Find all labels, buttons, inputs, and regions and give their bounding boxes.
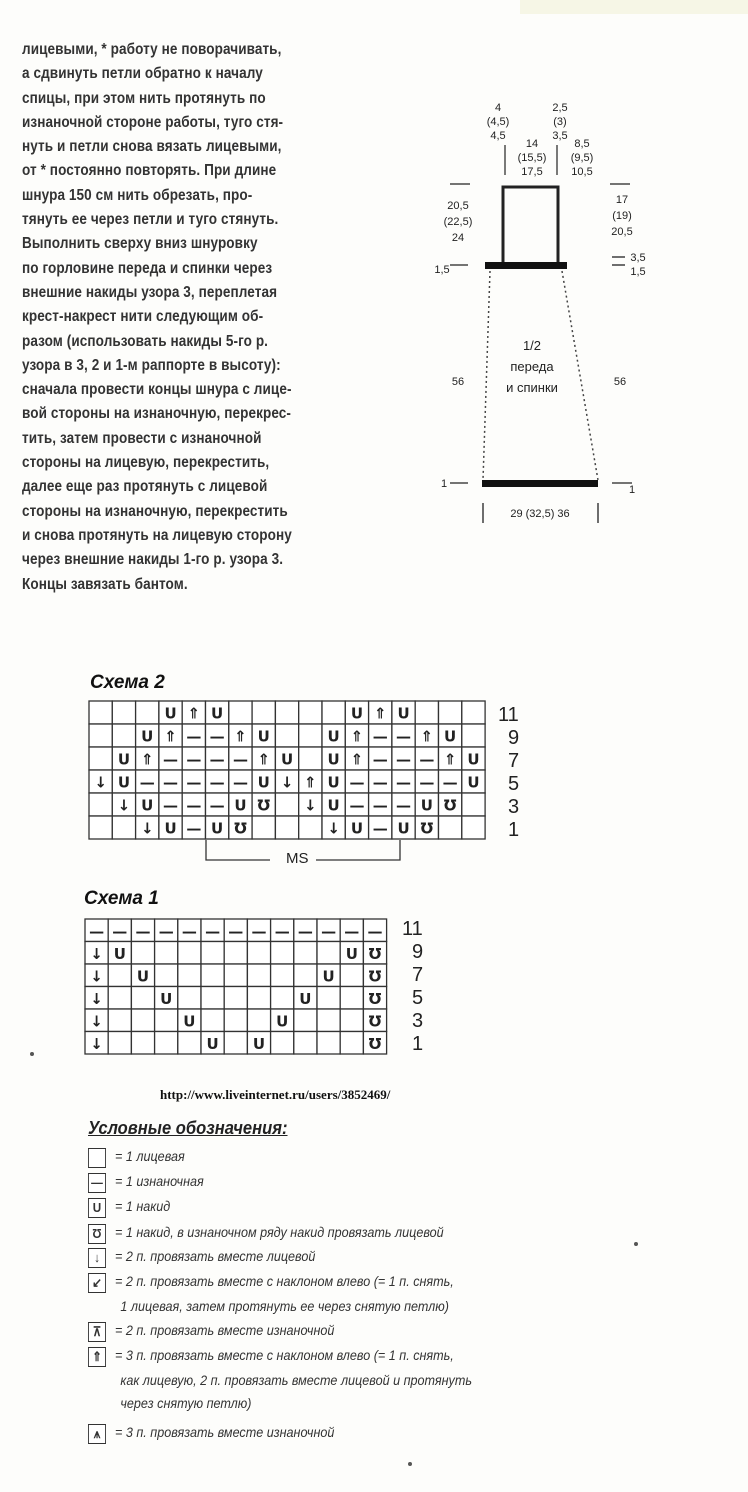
body-height-left: 56 <box>451 376 465 388</box>
chart-symbol: — <box>396 796 412 815</box>
chart-symbol: — <box>274 922 290 941</box>
chart-symbol: U <box>164 819 177 838</box>
chart-symbol: — <box>209 796 225 815</box>
legend-item <box>88 1148 592 1168</box>
chart-symbol: Ʊ <box>368 989 382 1008</box>
instruction-line: сначала провести концы шнура с лице- <box>22 381 292 399</box>
chart-symbol: U <box>397 704 410 723</box>
scheme2-row-9: 9 <box>508 727 520 749</box>
chart-symbol: ⇑ <box>443 750 457 769</box>
chart-cell <box>340 964 363 987</box>
legend-item <box>88 1395 592 1415</box>
chart-cell <box>275 724 298 747</box>
chart-cell <box>131 1009 154 1032</box>
chart-symbol: U <box>276 1012 289 1031</box>
legend-item <box>88 1298 592 1318</box>
chart-symbol: — <box>186 773 202 792</box>
chart-cell <box>299 724 322 747</box>
chart-symbol: ↓ <box>117 796 131 815</box>
body-label-1: 1/2 <box>522 338 542 353</box>
top-left-width-3: 4,5 <box>490 130 506 142</box>
chart-cell <box>131 942 154 965</box>
chart-symbol: U <box>397 819 410 838</box>
chart-symbol: Ʊ <box>443 796 457 815</box>
chart-symbol: U <box>211 819 224 838</box>
left-small: 1,5 <box>434 264 450 276</box>
bottom-width: 29 (32,5) 36 <box>510 508 570 520</box>
yarn-over-knit-icon: Ʊ <box>88 1224 106 1244</box>
chart-symbol: U <box>327 727 340 746</box>
chart-cell <box>275 701 298 724</box>
chart-cell <box>462 793 485 816</box>
chart-symbol: — <box>419 773 435 792</box>
chart-symbol: ⇑ <box>304 773 317 792</box>
chart-symbol: — <box>372 819 388 838</box>
legend-text: = 2 п. провязать вместе изнаночной <box>115 1322 335 1338</box>
chart-symbol: U <box>211 704 224 723</box>
chart-symbol: U <box>117 773 131 792</box>
chart-symbol: — <box>139 773 155 792</box>
chart-cell <box>275 793 298 816</box>
chart-cell <box>224 942 247 965</box>
scheme2-row-5: 5 <box>508 773 520 795</box>
legend-text: = 1 накид, в изнаночном ряду накид провязать лицевой <box>115 1224 444 1240</box>
top-left-width-2: (4,5) <box>486 116 510 128</box>
left-height-3: 24 <box>451 232 465 244</box>
chart-symbol: — <box>163 796 179 815</box>
chart-symbol: U <box>467 773 480 792</box>
scheme1-title: Схема 1 <box>84 888 159 909</box>
chart-symbol: — <box>251 922 267 941</box>
chart-symbol: U <box>164 704 177 723</box>
chart-symbol: Ʊ <box>257 796 271 815</box>
chart-symbol: — <box>396 750 412 769</box>
instruction-line: стороны на лицевую, перекрестить, <box>22 454 270 472</box>
chart-symbol: — <box>163 750 179 769</box>
chart-cell <box>108 1032 131 1055</box>
instruction-line: изнаночной стороне работы, туго стя- <box>22 113 284 131</box>
chart-symbol: U <box>327 750 340 769</box>
chart-symbol: U <box>252 1034 266 1053</box>
legend-item <box>88 1173 592 1193</box>
chart-symbol: — <box>163 773 179 792</box>
scheme1-row-3: 3 <box>412 1010 424 1032</box>
scheme1-chart <box>84 918 394 1058</box>
instruction-line: тить, затем провести с изнаночной <box>22 429 262 447</box>
chart-symbol: ↓ <box>90 1034 103 1053</box>
chart-cell <box>271 1032 294 1055</box>
chart-symbol: — <box>349 796 365 815</box>
chart-cell <box>155 1032 178 1055</box>
chart-cell <box>247 964 270 987</box>
chart-cell <box>201 987 224 1010</box>
legend-text: = 3 п. провязать вместе с наклоном влево (= 1 п. снять, <box>115 1347 454 1363</box>
chart-cell <box>252 816 275 839</box>
chart-symbol: ⇑ <box>187 704 201 723</box>
chart-symbol: — <box>209 750 225 769</box>
chart-cell <box>155 964 178 987</box>
legend <box>88 1118 648 1441</box>
chart-cell <box>271 987 294 1010</box>
speck <box>408 1462 412 1466</box>
chart-symbol: — <box>372 727 388 746</box>
instruction-line: узора в 3, 2 и 1-м раппорте в высоту): <box>22 356 281 374</box>
chart-cell <box>178 942 201 965</box>
instruction-line: лицевыми, * работу не поворачивать, <box>22 41 282 58</box>
chart-cell <box>89 747 112 770</box>
chart-cell <box>112 724 135 747</box>
scheme2-row-3: 3 <box>508 796 520 818</box>
speck <box>634 1242 638 1246</box>
legend-item <box>88 1198 592 1218</box>
chart-symbol: U <box>113 944 126 963</box>
instruction-line: вой стороны на изнаночную, перекрес- <box>22 405 291 423</box>
chart-symbol: U <box>420 796 433 815</box>
instruction-line: Выполнить сверху вниз шнуровку <box>22 235 258 253</box>
scheme1-row-11: 11 <box>402 918 423 940</box>
chart-cell <box>340 1009 363 1032</box>
chart-symbol: U <box>141 727 154 746</box>
chart-cell <box>415 701 438 724</box>
chart-symbol: U <box>467 750 480 769</box>
chart-cell <box>340 987 363 1010</box>
chart-symbol: — <box>205 922 221 941</box>
legend-item <box>88 1372 592 1392</box>
chart-cell <box>89 793 112 816</box>
chart-cell <box>247 987 270 1010</box>
chart-symbol: ⇑ <box>350 750 364 769</box>
scheme1-row-7: 7 <box>412 964 424 986</box>
chart-cell <box>201 942 224 965</box>
chart-cell <box>252 701 275 724</box>
body-left-edge <box>483 271 490 480</box>
right-height-1: 17 <box>615 194 629 206</box>
chart-cell <box>224 1032 247 1055</box>
bottom-right: 1 <box>628 484 636 496</box>
ssk-arrow-icon: ↙ <box>88 1273 106 1293</box>
chart-symbol: U <box>350 819 364 838</box>
chart-cell <box>131 1032 154 1055</box>
right-height-3: 20,5 <box>611 226 633 238</box>
legend-text: = 1 накид <box>115 1198 171 1214</box>
scheme2-row-11: 11 <box>498 704 519 726</box>
legend-text: как лицевую, 2 п. провязать вместе лицевой и протянуть <box>120 1372 472 1388</box>
scheme1-row-1: 1 <box>412 1033 424 1055</box>
chart-symbol: U <box>280 750 294 769</box>
left-height-2: (22,5) <box>443 216 473 228</box>
source-url[interactable]: http://www.liveinternet.ru/users/3852469/ <box>160 1087 391 1102</box>
chart-cell <box>155 942 178 965</box>
chart-symbol: — <box>232 773 248 792</box>
scheme2-title: Схема 2 <box>90 672 165 693</box>
body-right-edge <box>562 271 598 480</box>
chart-cell <box>275 816 298 839</box>
chart-symbol: ⇑ <box>140 750 154 769</box>
p3tog-icon: ⩚ <box>88 1424 106 1444</box>
chart-cell <box>294 1032 317 1055</box>
chart-cell <box>299 701 322 724</box>
garment-schematic <box>420 95 650 545</box>
chart-symbol: — <box>209 773 225 792</box>
chart-symbol: ⇑ <box>234 727 247 746</box>
chart-cell <box>112 816 135 839</box>
chart-symbol: — <box>186 796 202 815</box>
chart-symbol: — <box>158 922 174 941</box>
instruction-line: стороны на изнаночную, перекрестить <box>22 502 288 520</box>
legend-item <box>88 1273 592 1293</box>
chart-cell <box>439 816 462 839</box>
chart-symbol: ↓ <box>90 967 103 986</box>
left-height-1: 20,5 <box>447 200 469 212</box>
legend-text: = 2 п. провязать вместе лицевой <box>115 1248 316 1264</box>
chart-symbol: U <box>234 796 247 815</box>
chart-symbol: U <box>183 1012 196 1031</box>
chart-symbol: — <box>112 922 128 941</box>
chart-symbol: Ʊ <box>368 1034 382 1053</box>
chart-cell <box>224 987 247 1010</box>
chart-cell <box>247 942 270 965</box>
bottom-left: 1 <box>440 478 448 490</box>
chart-symbol: — <box>419 750 435 769</box>
chart-symbol: — <box>232 750 248 769</box>
top-right-width-1: 2,5 <box>552 102 568 114</box>
instructions-text <box>22 38 321 597</box>
chart-cell <box>299 747 322 770</box>
yarn-over-u-icon: U <box>88 1198 106 1218</box>
instruction-line: внешние накиды узора 3, переплетая <box>22 283 278 301</box>
chart-cell <box>131 987 154 1010</box>
chart-symbol: ⇑ <box>373 704 387 723</box>
chart-cell <box>340 1032 363 1055</box>
chart-symbol: — <box>186 727 202 746</box>
legend-item <box>88 1347 592 1367</box>
neck-width-1: 14 <box>525 138 539 150</box>
side-right-1: 8,5 <box>574 138 590 150</box>
chart-cell <box>224 964 247 987</box>
chart-symbol: U <box>322 967 335 986</box>
chart-symbol: — <box>442 773 458 792</box>
legend-item <box>88 1322 592 1342</box>
chart-cell <box>108 1009 131 1032</box>
instruction-line: а сдвинуть петли обратно к началу <box>22 65 263 83</box>
chart-symbol: — <box>181 922 197 941</box>
top-tint <box>520 0 748 14</box>
top-right-width-3: 3,5 <box>552 130 568 142</box>
chart-cell <box>108 964 131 987</box>
instruction-line: далее еще раз протянуть с лицевой <box>22 478 268 496</box>
chart-symbol: — <box>135 922 151 941</box>
instruction-line: тянуть ее через петли и туго стянуть. <box>22 211 279 229</box>
chart-cell <box>439 701 462 724</box>
scheme1-row-5: 5 <box>412 987 424 1009</box>
chart-symbol: U <box>345 944 358 963</box>
legend-text: 1 лицевая, затем протянуть ее через снятую петлю) <box>120 1298 449 1314</box>
legend-text: = 2 п. провязать вместе с наклоном влево (= 1 п. снять, <box>115 1273 454 1289</box>
instruction-line: через внешние накиды 1-го р. узора 3. <box>22 551 284 569</box>
legend-text: = 3 п. провязать вместе изнаночной <box>115 1424 335 1440</box>
chart-symbol: — <box>209 727 225 746</box>
chart-cell <box>294 942 317 965</box>
chart-symbol: — <box>89 922 105 941</box>
chart-symbol: ↓ <box>280 773 294 792</box>
chart-symbol: Ʊ <box>234 819 247 838</box>
chart-cell <box>299 816 322 839</box>
chart-cell <box>294 964 317 987</box>
hem-band <box>482 480 598 487</box>
chart-symbol: — <box>372 773 388 792</box>
chart-cell <box>89 816 112 839</box>
chart-symbol: — <box>372 796 388 815</box>
legend-title: Условные обозначения: <box>88 1118 288 1138</box>
scheme2-chart <box>88 700 488 875</box>
side-right-2: (9,5) <box>570 152 594 164</box>
chart-cell <box>294 1009 317 1032</box>
instruction-line: Концы завязать бантом. <box>22 575 188 593</box>
chart-cell <box>224 1009 247 1032</box>
chart-symbol: Ʊ <box>420 819 434 838</box>
scheme2-row-1: 1 <box>508 819 520 841</box>
legend-text: через снятую петлю) <box>120 1395 252 1411</box>
chart-symbol: ↓ <box>140 819 154 838</box>
scheme2-row-7: 7 <box>508 750 520 772</box>
chart-symbol: ⇑ <box>257 750 271 769</box>
chart-cell <box>317 1032 340 1055</box>
instruction-line: спицы, при этом нить протянуть по <box>22 89 266 107</box>
chart-symbol: ⇑ <box>164 727 177 746</box>
chart-symbol: U <box>350 704 364 723</box>
chart-cell <box>229 701 252 724</box>
ms-label: MS <box>282 850 313 867</box>
chart-symbol: — <box>349 773 365 792</box>
chart-cell <box>462 724 485 747</box>
chart-symbol: — <box>228 922 244 941</box>
scheme1-row-9: 9 <box>412 941 424 963</box>
top-left-width-1: 4 <box>494 102 502 114</box>
chart-cell <box>178 987 201 1010</box>
body-label-2: переда <box>510 359 554 374</box>
chart-symbol: ↓ <box>90 1012 103 1031</box>
chart-cell <box>136 701 159 724</box>
chart-cell <box>271 964 294 987</box>
purl-dash-icon: — <box>88 1173 106 1193</box>
ms-bracket <box>316 840 400 860</box>
top-right-width-2: (3) <box>553 116 567 128</box>
instruction-line: крест-накрест нити следующим об- <box>22 308 264 326</box>
legend-text: = 1 изнаночная <box>115 1173 204 1189</box>
chart-symbol: U <box>327 773 340 792</box>
chart-cell <box>322 701 345 724</box>
chart-symbol: — <box>372 750 388 769</box>
chart-symbol: — <box>186 819 202 838</box>
legend-text: = 1 лицевая <box>115 1148 185 1164</box>
chart-symbol: ⇑ <box>420 727 434 746</box>
chart-cell <box>178 964 201 987</box>
right-small-2: 1,5 <box>630 266 646 278</box>
chart-cell <box>178 1032 201 1055</box>
chart-cell <box>112 701 135 724</box>
legend-item <box>88 1424 592 1444</box>
chart-symbol: ↓ <box>94 773 107 792</box>
knit-square-icon <box>88 1148 106 1168</box>
neck-width-3: 17,5 <box>521 166 543 178</box>
chart-cell <box>317 1009 340 1032</box>
instruction-line: разом (использовать накиды 5-го р. <box>22 332 269 350</box>
neck-band <box>485 262 567 269</box>
body-height-right: 56 <box>613 376 627 388</box>
ms-bracket <box>206 840 270 860</box>
chart-cell <box>247 1009 270 1032</box>
chart-symbol: ⇑ <box>350 727 364 746</box>
p2tog-icon: ⊼ <box>88 1322 106 1342</box>
body-label-3: и спинки <box>506 380 558 395</box>
chart-symbol: ↓ <box>327 819 340 838</box>
chart-symbol: — <box>396 773 412 792</box>
chart-symbol: ↓ <box>90 989 103 1008</box>
chart-symbol: U <box>160 989 173 1008</box>
chart-symbol: Ʊ <box>368 967 382 986</box>
chart-symbol: U <box>206 1034 219 1053</box>
chart-symbol: Ʊ <box>368 944 382 963</box>
k2tog-icon: ↓ <box>88 1248 106 1268</box>
neck-width-2: (15,5) <box>517 152 547 164</box>
instruction-line: и снова протянуть на лицевую сторону <box>22 526 292 544</box>
chart-cell <box>317 987 340 1010</box>
right-height-2: (19) <box>612 210 632 222</box>
chart-symbol: Ʊ <box>368 1012 382 1031</box>
chart-cell <box>89 701 112 724</box>
legend-item <box>88 1248 592 1268</box>
instruction-line: шнура 150 см нить обрезать, про- <box>22 186 253 204</box>
sk2p-arrow-icon: ⇑ <box>88 1347 106 1367</box>
instruction-line: по горловине переда и спинки через <box>22 259 273 277</box>
legend-item <box>88 1224 592 1244</box>
chart-cell <box>462 816 485 839</box>
chart-symbol: ↓ <box>90 944 103 963</box>
chart-symbol: — <box>396 727 412 746</box>
chart-symbol: — <box>186 750 202 769</box>
chart-symbol: ↓ <box>304 796 317 815</box>
side-right-3: 10,5 <box>571 166 593 178</box>
chart-symbol: — <box>344 922 360 941</box>
chart-symbol: U <box>299 989 312 1008</box>
chart-cell <box>317 942 340 965</box>
right-small-1: 3,5 <box>630 252 646 264</box>
instruction-line: от * постоянно повторять. При длине <box>22 162 277 180</box>
chart-cell <box>108 987 131 1010</box>
chart-cell <box>201 1009 224 1032</box>
chart-symbol: U <box>136 967 150 986</box>
chart-symbol: U <box>257 773 270 792</box>
chart-cell <box>155 1009 178 1032</box>
chart-cell <box>201 964 224 987</box>
speck <box>30 1052 34 1056</box>
chart-symbol: U <box>327 796 340 815</box>
chart-symbol: U <box>141 796 154 815</box>
strap-outline <box>503 187 558 265</box>
chart-symbol: U <box>257 727 270 746</box>
chart-symbol: — <box>297 922 313 941</box>
chart-symbol: U <box>117 750 131 769</box>
chart-cell <box>462 701 485 724</box>
chart-symbol: — <box>321 922 337 941</box>
chart-symbol: — <box>367 922 383 941</box>
chart-cell <box>271 942 294 965</box>
chart-symbol: U <box>444 727 457 746</box>
chart-cell <box>89 724 112 747</box>
instruction-line: нуть и петли снова вязать лицевыми, <box>22 138 282 156</box>
